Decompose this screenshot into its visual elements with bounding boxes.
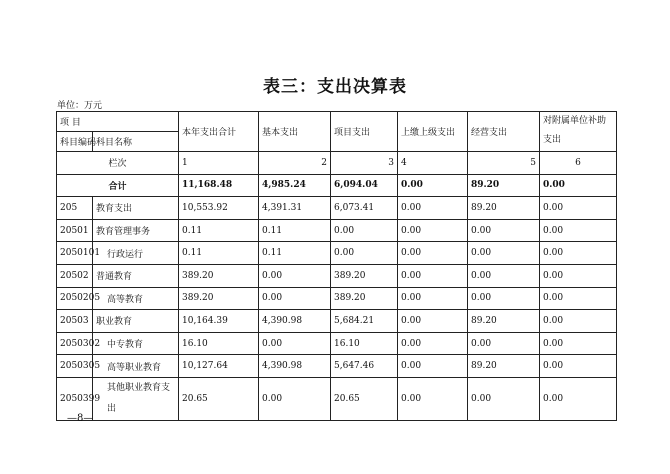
expenditure-table: [56, 111, 617, 421]
total-value: 0.00: [540, 174, 617, 197]
header-item: 项 目: [57, 112, 179, 132]
row-value: 0.00: [398, 287, 468, 310]
row-value: 0.00: [331, 242, 398, 265]
row-value: 4,390.98: [259, 310, 331, 333]
row-value: 0.00: [259, 264, 331, 287]
row-value: 89.20: [468, 355, 540, 378]
row-value: 0.00: [398, 242, 468, 265]
row-value: 0.00: [398, 310, 468, 333]
row-code: 2050302: [57, 332, 93, 355]
table-row: [57, 377, 617, 420]
row-value: 0.00: [398, 355, 468, 378]
row-code: 2050399: [57, 377, 93, 420]
col-index-label: 栏次: [57, 152, 179, 175]
row-value: 20.65: [179, 377, 259, 420]
row-value: 389.20: [331, 264, 398, 287]
row-value: 0.00: [398, 377, 468, 420]
header-col-subsidy: 对附属单位补助支出: [540, 112, 617, 152]
row-name: 教育管理事务: [93, 219, 179, 242]
total-value: 4,985.24: [259, 174, 331, 197]
unit-label: 单位：万元: [57, 101, 103, 111]
header-col-remit: 上缴上级支出: [398, 112, 468, 152]
row-value: 0.00: [540, 310, 617, 333]
row-value: 10,164.39: [179, 310, 259, 333]
row-value: 0.00: [398, 219, 468, 242]
table-title: 表三：支出决算表: [263, 77, 407, 97]
table-row: [57, 219, 617, 242]
col-index-6: 6: [540, 152, 617, 175]
page-number: —8—: [67, 413, 94, 424]
col-index-4: 4: [398, 152, 468, 175]
row-value: 0.00: [468, 377, 540, 420]
row-value: 0.11: [179, 219, 259, 242]
row-value: 0.00: [540, 219, 617, 242]
row-value: 0.00: [468, 219, 540, 242]
row-value: 0.00: [259, 377, 331, 420]
row-value: 0.00: [398, 264, 468, 287]
row-value: 16.10: [179, 332, 259, 355]
table-row: [57, 287, 617, 310]
row-value: 0.00: [540, 264, 617, 287]
header-col-operating: 经营支出: [468, 112, 540, 152]
row-value: 89.20: [468, 310, 540, 333]
row-value: 0.00: [540, 332, 617, 355]
col-index-5: 5: [468, 152, 540, 175]
row-value: 0.00: [398, 332, 468, 355]
row-value: 0.00: [468, 287, 540, 310]
total-label: 合计: [57, 174, 179, 197]
row-name: 教育支出: [93, 197, 179, 220]
row-value: 389.20: [179, 264, 259, 287]
row-value: 16.10: [331, 332, 398, 355]
header-code: 科目编码: [57, 132, 93, 152]
row-value: 0.11: [259, 219, 331, 242]
row-code: 2050205: [57, 287, 93, 310]
row-code: 205: [57, 197, 93, 220]
header-col-project: 项目支出: [331, 112, 398, 152]
row-value: 0.00: [331, 219, 398, 242]
header-name: 科目名称: [93, 132, 179, 152]
header-col-total: 本年支出合计: [179, 112, 259, 152]
row-value: 10,127.64: [179, 355, 259, 378]
row-value: 0.00: [259, 332, 331, 355]
row-code: 20501: [57, 219, 93, 242]
row-value: 0.00: [468, 242, 540, 265]
row-code: 20503: [57, 310, 93, 333]
col-index-1: 1: [179, 152, 259, 175]
table-row: [57, 355, 617, 378]
row-value: 5,684.21: [331, 310, 398, 333]
row-value: 6,073.41: [331, 197, 398, 220]
row-value: 5,647.46: [331, 355, 398, 378]
header-row-1: [57, 112, 617, 132]
row-value: 0.00: [540, 242, 617, 265]
row-value: 0.00: [468, 264, 540, 287]
total-value: 0.00: [398, 174, 468, 197]
row-value: 89.20: [468, 197, 540, 220]
row-value: 0.00: [468, 332, 540, 355]
total-value: 6,094.04: [331, 174, 398, 197]
row-value: 20.65: [331, 377, 398, 420]
row-name: 行政运行: [93, 242, 179, 265]
total-value: 89.20: [468, 174, 540, 197]
row-value: 0.00: [398, 197, 468, 220]
total-value: 11,168.48: [179, 174, 259, 197]
row-value: 389.20: [179, 287, 259, 310]
row-value: 389.20: [331, 287, 398, 310]
col-index-3: 3: [331, 152, 398, 175]
row-name: 高等职业教育: [93, 355, 179, 378]
row-name: 高等教育: [93, 287, 179, 310]
table-row: [57, 242, 617, 265]
row-value: 0.00: [540, 197, 617, 220]
row-value: 0.11: [179, 242, 259, 265]
row-value: 4,390.98: [259, 355, 331, 378]
table-row: [57, 264, 617, 287]
row-value: 4,391.31: [259, 197, 331, 220]
table-row: [57, 332, 617, 355]
row-name: 普通教育: [93, 264, 179, 287]
col-index-2: 2: [259, 152, 331, 175]
row-value: 0.00: [540, 377, 617, 420]
row-value: 0.00: [540, 287, 617, 310]
row-value: 0.00: [259, 287, 331, 310]
row-code: 2050101: [57, 242, 93, 265]
row-code: 20502: [57, 264, 93, 287]
header-col-basic: 基本支出: [259, 112, 331, 152]
row-code: 2050305: [57, 355, 93, 378]
row-value: 0.00: [540, 355, 617, 378]
table-row: [57, 197, 617, 220]
row-name: 中专教育: [93, 332, 179, 355]
total-row: [57, 174, 617, 197]
row-value: 0.11: [259, 242, 331, 265]
row-name: 职业教育: [93, 310, 179, 333]
col-index-row: [57, 152, 617, 175]
table-row: [57, 310, 617, 333]
row-value: 10,553.92: [179, 197, 259, 220]
row-name: 其他职业教育支出: [93, 377, 179, 420]
